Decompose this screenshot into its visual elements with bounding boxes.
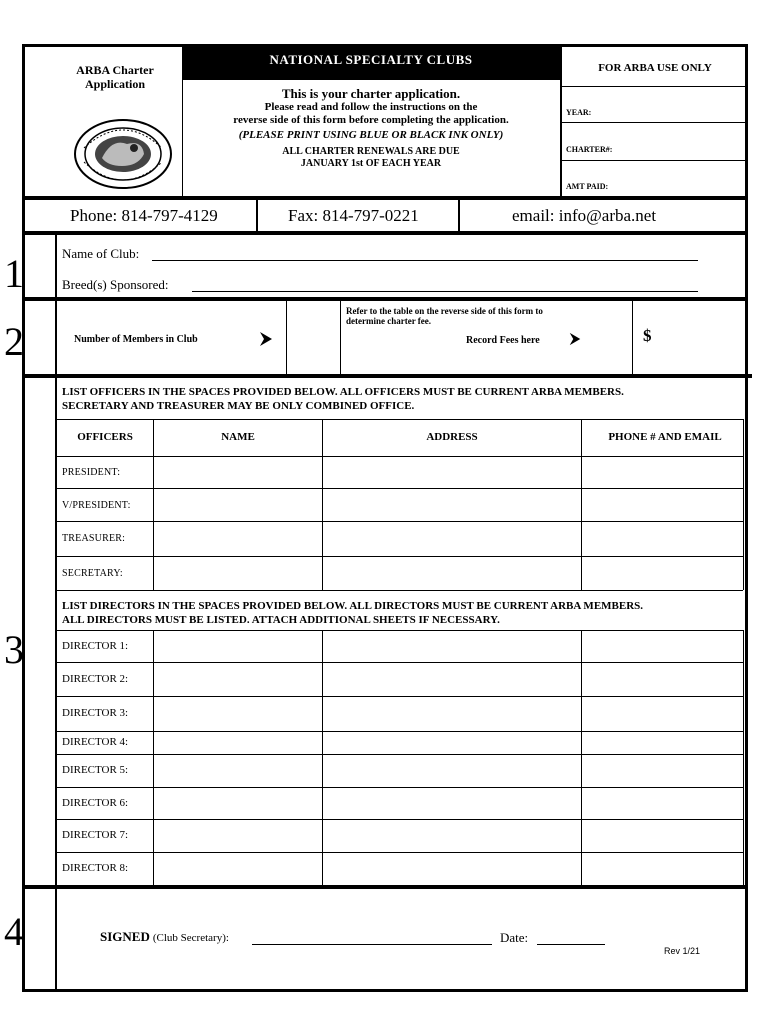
- section-number-4: 4: [4, 909, 24, 954]
- section-number-3: 3: [4, 627, 24, 672]
- signed-sublabel: (Club Secretary):: [152, 932, 229, 944]
- divider: [55, 235, 57, 298]
- form-title-line1: ARBA Charter: [76, 63, 154, 77]
- fee-currency-symbol: $: [643, 326, 652, 345]
- section-number-2: 2: [4, 319, 24, 364]
- officer-treasurer-label: TREASURER:: [62, 533, 126, 544]
- date-field[interactable]: [537, 944, 605, 945]
- director-5-label: DIRECTOR 5:: [62, 764, 129, 776]
- use-only-year-label: YEAR:: [566, 108, 592, 117]
- arrow-right-icon: [568, 332, 582, 346]
- revision-label: Rev 1/21: [664, 946, 701, 956]
- director-1-address-field[interactable]: [323, 631, 581, 662]
- notice-line5: ALL CHARTER RENEWALS ARE DUE: [282, 146, 460, 157]
- secretary-phone-email-field[interactable]: [582, 557, 743, 590]
- divider: [22, 231, 748, 235]
- divider: [55, 301, 57, 375]
- director-7-name-field[interactable]: [154, 820, 322, 852]
- director-4-label: DIRECTOR 4:: [62, 736, 129, 748]
- column-header-officers: OFFICERS: [77, 431, 133, 443]
- notice-block: [186, 86, 556, 170]
- divider: [55, 889, 57, 992]
- officers-instruction-line1: LIST OFFICERS IN THE SPACES PROVIDED BELOW. ALL OFFICERS MUST BE CURRENT ARBA MEMBERS.: [62, 386, 624, 398]
- column-header-name: NAME: [221, 431, 255, 443]
- director-5-phone-email-field[interactable]: [582, 755, 743, 787]
- divider: [22, 374, 752, 378]
- directors-instruction: [62, 599, 643, 627]
- director-1-phone-email-field[interactable]: [582, 631, 743, 662]
- divider: [743, 630, 744, 886]
- secretary-address-field[interactable]: [323, 557, 581, 590]
- use-only-charter-label: CHARTER#:: [566, 145, 613, 154]
- director-2-name-field[interactable]: [154, 663, 322, 696]
- divider: [340, 301, 341, 375]
- club-name-label: Name of Club:: [62, 246, 140, 261]
- director-8-label: DIRECTOR 8:: [62, 862, 129, 874]
- form-title-line2: Application: [84, 77, 145, 91]
- notice-line2: Please read and follow the instructions on the: [264, 101, 478, 113]
- treasurer-name-field[interactable]: [154, 522, 322, 556]
- divider: [322, 630, 323, 886]
- treasurer-phone-email-field[interactable]: [582, 522, 743, 556]
- divider: [743, 419, 744, 590]
- vice-president-address-field[interactable]: [323, 489, 581, 521]
- divider: [22, 297, 748, 301]
- divider: [560, 160, 748, 161]
- notice-line3: reverse side of this form before completing the application.: [233, 114, 509, 126]
- divider: [581, 630, 582, 886]
- director-6-phone-email-field[interactable]: [582, 788, 743, 819]
- section-number-1: 1: [4, 251, 24, 296]
- column-header-phone-email: PHONE # AND EMAIL: [608, 431, 722, 443]
- column-header-address: ADDRESS: [426, 431, 478, 443]
- club-name-field[interactable]: [152, 260, 698, 261]
- divider: [560, 122, 748, 123]
- director-2-label: DIRECTOR 2:: [62, 673, 129, 685]
- director-8-phone-email-field[interactable]: [582, 853, 743, 885]
- president-phone-email-field[interactable]: [582, 457, 743, 488]
- divider: [57, 590, 743, 591]
- director-8-address-field[interactable]: [323, 853, 581, 885]
- officer-vice-president-label: V/PRESIDENT:: [62, 500, 131, 511]
- director-7-address-field[interactable]: [323, 820, 581, 852]
- president-address-field[interactable]: [323, 457, 581, 488]
- arrow-right-icon: [258, 331, 274, 347]
- divider: [153, 419, 154, 590]
- director-5-address-field[interactable]: [323, 755, 581, 787]
- director-7-phone-email-field[interactable]: [582, 820, 743, 852]
- fee-instruction-line1: Refer to the table on the reverse side of this form to: [346, 306, 543, 316]
- signature-row: [100, 929, 229, 945]
- signed-label: SIGNED: [100, 929, 150, 944]
- breeds-sponsored-field[interactable]: [192, 291, 698, 292]
- director-7-label: DIRECTOR 7:: [62, 829, 129, 841]
- fee-instruction-line2: determine charter fee.: [346, 316, 432, 326]
- director-6-name-field[interactable]: [154, 788, 322, 819]
- fee-instruction: [346, 306, 543, 326]
- breeds-sponsored-label: Breed(s) Sponsored:: [62, 277, 169, 292]
- members-label: Number of Members in Club: [74, 334, 198, 345]
- director-4-name-field[interactable]: [154, 732, 322, 754]
- contact-email[interactable]: email: info@arba.net: [512, 206, 657, 225]
- officer-secretary-label: SECRETARY:: [62, 568, 123, 579]
- form-title: [40, 63, 190, 91]
- use-only-amt-label: AMT PAID:: [566, 182, 609, 191]
- director-1-name-field[interactable]: [154, 631, 322, 662]
- director-4-address-field[interactable]: [323, 732, 581, 754]
- director-3-address-field[interactable]: [323, 697, 581, 731]
- director-3-name-field[interactable]: [154, 697, 322, 731]
- directors-instruction-line2: ALL DIRECTORS MUST BE LISTED. ATTACH ADDITIONAL SHEETS IF NECESSARY.: [62, 614, 500, 626]
- divider: [322, 419, 323, 590]
- contact-phone: Phone: 814-797-4129: [70, 206, 218, 225]
- divider: [57, 419, 743, 420]
- director-3-label: DIRECTOR 3:: [62, 707, 129, 719]
- divider: [632, 301, 633, 375]
- director-5-name-field[interactable]: [154, 755, 322, 787]
- officers-instruction-line2: SECRETARY AND TREASURER MAY BE ONLY COMBINED OFFICE.: [62, 400, 415, 412]
- divider: [581, 419, 582, 590]
- banner-title: NATIONAL SPECIALTY CLUBS: [269, 52, 473, 67]
- record-fees-label: Record Fees here: [466, 335, 540, 346]
- secretary-name-field[interactable]: [154, 557, 322, 590]
- notice-line6: JANUARY 1st OF EACH YEAR: [300, 158, 442, 169]
- notice-line4: (PLEASE PRINT USING BLUE OR BLACK INK ONLY): [238, 129, 504, 141]
- vice-president-name-field[interactable]: [154, 489, 322, 521]
- director-1-label: DIRECTOR 1:: [62, 640, 129, 652]
- divider: [458, 200, 460, 232]
- officers-instruction: [62, 385, 624, 413]
- divider: [256, 200, 258, 232]
- director-2-phone-email-field[interactable]: [582, 663, 743, 696]
- divider: [55, 378, 57, 886]
- director-6-address-field[interactable]: [323, 788, 581, 819]
- director-8-name-field[interactable]: [154, 853, 322, 885]
- director-3-phone-email-field[interactable]: [582, 697, 743, 731]
- notice-line1: This is your charter application.: [281, 86, 461, 101]
- contact-fax: Fax: 814-797-0221: [288, 206, 419, 225]
- arba-seal-logo: [72, 118, 174, 190]
- signature-field[interactable]: [252, 944, 492, 945]
- divider: [22, 196, 748, 200]
- divider: [153, 630, 154, 886]
- date-label: Date:: [500, 930, 529, 945]
- members-count-field[interactable]: [287, 302, 339, 374]
- use-only-title: FOR ARBA USE ONLY: [598, 62, 712, 74]
- director-4-phone-email-field[interactable]: [582, 732, 743, 754]
- fee-amount-field[interactable]: [660, 302, 746, 374]
- treasurer-address-field[interactable]: [323, 522, 581, 556]
- vice-president-phone-email-field[interactable]: [582, 489, 743, 521]
- director-6-label: DIRECTOR 6:: [62, 797, 129, 809]
- divider: [560, 86, 748, 87]
- officer-president-label: PRESIDENT:: [62, 467, 121, 478]
- directors-instruction-line1: LIST DIRECTORS IN THE SPACES PROVIDED BELOW. ALL DIRECTORS MUST BE CURRENT ARBA MEMBERS.: [62, 600, 644, 612]
- divider: [22, 885, 748, 889]
- president-name-field[interactable]: [154, 457, 322, 488]
- director-2-address-field[interactable]: [323, 663, 581, 696]
